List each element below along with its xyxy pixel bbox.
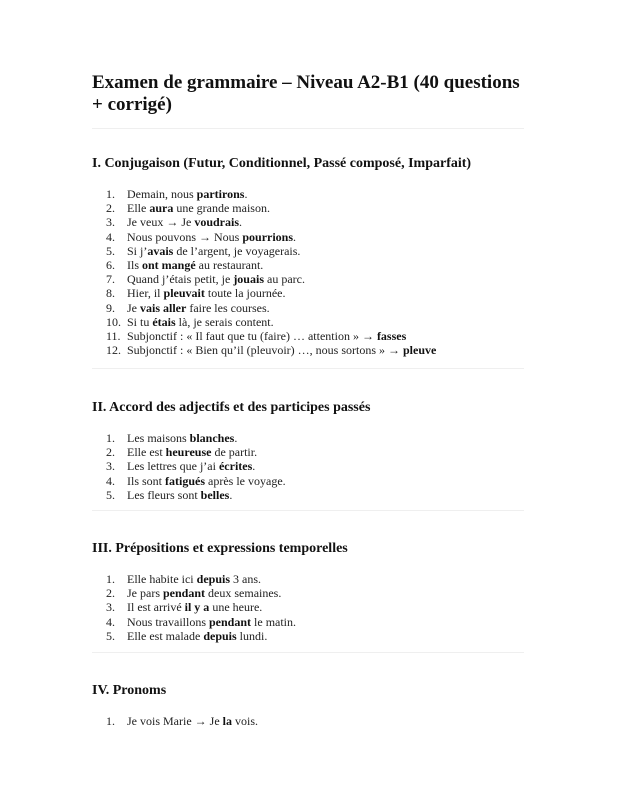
list-item xyxy=(92,258,526,272)
item-number: 3. xyxy=(106,459,115,474)
item-text: de l’argent, je voyagerais. xyxy=(173,243,301,258)
item-number: 9. xyxy=(106,300,115,315)
answer-text: ont mangé xyxy=(142,258,196,273)
section-conjugaison xyxy=(92,155,526,357)
list-item xyxy=(92,488,526,502)
list-item xyxy=(92,329,526,343)
list-item xyxy=(92,244,526,258)
item-text: Ils sont xyxy=(127,473,166,488)
item-number: 2. xyxy=(106,586,115,601)
item-text: au restaurant. xyxy=(195,258,264,273)
item-number: 3. xyxy=(106,600,115,615)
item-text: Subjonctif : « Il faut que tu (faire) … attention » → xyxy=(127,329,377,344)
item-text: vois. xyxy=(232,714,259,728)
item-text: de partir. xyxy=(211,445,258,460)
item-text: toute la journée. xyxy=(204,286,286,301)
list-item xyxy=(92,629,526,643)
item-text: après le voyage. xyxy=(205,473,286,488)
answer-text: pendant xyxy=(163,586,206,601)
answer-text: depuis xyxy=(203,628,237,643)
answer-text: pourrions xyxy=(242,229,294,244)
item-number: 8. xyxy=(106,286,115,301)
answer-text: blanches xyxy=(189,431,235,445)
section-prepositions xyxy=(92,540,526,643)
item-number: 1. xyxy=(106,572,115,586)
answer-text: vais aller xyxy=(140,300,187,315)
answer-text: pleuvait xyxy=(163,286,205,301)
section-heading: II. Accord des adjectifs et des participes passés xyxy=(92,400,371,415)
item-text: Nous travaillons xyxy=(127,614,209,629)
section-heading: I. Conjugaison (Futur, Conditionnel, Passé composé, Imparfait) xyxy=(92,156,472,171)
item-text: Elle xyxy=(127,201,150,216)
answer-text: belles xyxy=(200,487,230,502)
list-item xyxy=(92,187,526,201)
item-text: . xyxy=(229,487,233,502)
answer-text: pleuve xyxy=(402,343,437,358)
item-text: faire les courses. xyxy=(186,300,270,315)
item-text: le matin. xyxy=(251,614,297,629)
item-text: Ils xyxy=(127,258,142,273)
item-text: Je xyxy=(127,300,140,315)
item-number: 11. xyxy=(106,329,121,344)
item-number: 7. xyxy=(106,272,115,287)
item-text: . xyxy=(293,229,297,244)
item-text: Je veux → Je xyxy=(127,215,195,230)
list-item xyxy=(92,343,526,357)
item-number: 2. xyxy=(106,201,115,216)
item-number: 10. xyxy=(106,314,121,329)
section-pronoms xyxy=(92,682,526,728)
item-text: Hier, il xyxy=(127,286,164,301)
item-text: là, je serais content. xyxy=(175,314,274,329)
answer-text: partirons xyxy=(196,187,245,201)
item-number: 5. xyxy=(106,243,115,258)
answer-text: il y a xyxy=(184,600,210,615)
item-text: une heure. xyxy=(209,600,263,615)
answer-text: aura xyxy=(149,201,174,216)
item-text: Si j’ xyxy=(127,243,148,258)
list-item xyxy=(92,714,526,728)
answer-text: avais xyxy=(147,243,174,258)
divider xyxy=(92,368,524,369)
item-number: 1. xyxy=(106,714,115,728)
list-item xyxy=(92,572,526,586)
list-item xyxy=(92,272,526,286)
divider xyxy=(92,510,524,511)
item-text: Quand j’étais petit, je xyxy=(127,272,234,287)
item-text: . xyxy=(244,187,248,201)
divider xyxy=(92,652,524,653)
list-item xyxy=(92,230,526,244)
answer-text: pendant xyxy=(209,614,252,629)
item-number: 6. xyxy=(106,258,115,273)
list-item xyxy=(92,600,526,614)
answer-list xyxy=(92,714,526,728)
item-number: 4. xyxy=(106,229,115,244)
item-text: Demain, nous xyxy=(127,187,197,201)
item-number: 1. xyxy=(106,431,115,445)
list-item xyxy=(92,215,526,229)
answer-text: jouais xyxy=(233,272,264,287)
answer-text: voudrais xyxy=(194,215,240,230)
section-heading: III. Prépositions et expressions temporelles xyxy=(92,541,348,556)
item-text: Elle habite ici xyxy=(127,572,197,586)
item-number: 4. xyxy=(106,614,115,629)
answer-list xyxy=(92,572,526,643)
item-text: Nous pouvons → Nous xyxy=(127,229,243,244)
list-item xyxy=(92,286,526,300)
item-text: Si tu xyxy=(127,314,153,329)
item-number: 12. xyxy=(106,343,121,358)
answer-text: écrites xyxy=(218,459,253,474)
item-number: 4. xyxy=(106,473,115,488)
item-number: 5. xyxy=(106,628,115,643)
answer-list xyxy=(92,431,526,502)
item-number: 5. xyxy=(106,487,115,502)
document-page xyxy=(92,72,526,116)
list-item xyxy=(92,201,526,215)
answer-text: étais xyxy=(152,314,176,329)
item-text: Les fleurs sont xyxy=(127,487,201,502)
document-title: Examen de grammaire – Niveau A2-B1 (40 questions + corrigé) xyxy=(92,72,520,115)
item-text: Subjonctif : « Bien qu’il (pleuvoir) …, nous sortons » → xyxy=(127,343,403,358)
item-number: 3. xyxy=(106,215,115,230)
list-item xyxy=(92,445,526,459)
item-text: deux semaines. xyxy=(205,586,282,601)
item-text: Les maisons xyxy=(127,431,190,445)
item-text: Il est arrivé xyxy=(127,600,185,615)
item-text: . xyxy=(239,215,243,230)
item-text: Je vois Marie → Je xyxy=(127,714,223,728)
item-text: lundi. xyxy=(236,628,268,643)
item-text: au parc. xyxy=(264,272,305,287)
answer-text: fatigués xyxy=(165,473,206,488)
item-number: 2. xyxy=(106,445,115,460)
list-item xyxy=(92,459,526,473)
item-text: Elle est malade xyxy=(127,628,204,643)
item-text: Je pars xyxy=(127,586,163,601)
answer-text: la xyxy=(222,714,232,728)
item-text: une grande maison. xyxy=(173,201,270,216)
item-text: Elle est xyxy=(127,445,166,460)
answer-text: heureuse xyxy=(165,445,212,460)
list-item xyxy=(92,615,526,629)
list-item xyxy=(92,431,526,445)
answer-list xyxy=(92,187,526,357)
item-text: Les lettres que j’ai xyxy=(127,459,219,474)
section-heading: IV. Pronoms xyxy=(92,683,167,698)
list-item xyxy=(92,586,526,600)
list-item xyxy=(92,301,526,315)
list-item xyxy=(92,315,526,329)
section-accord xyxy=(92,399,526,502)
answer-text: depuis xyxy=(196,572,230,586)
item-text: 3 ans. xyxy=(230,572,261,586)
item-text: . xyxy=(252,459,256,474)
answer-text: fasses xyxy=(376,329,407,344)
item-text: . xyxy=(234,431,238,445)
item-number: 1. xyxy=(106,187,115,201)
list-item xyxy=(92,474,526,488)
divider xyxy=(92,128,524,129)
